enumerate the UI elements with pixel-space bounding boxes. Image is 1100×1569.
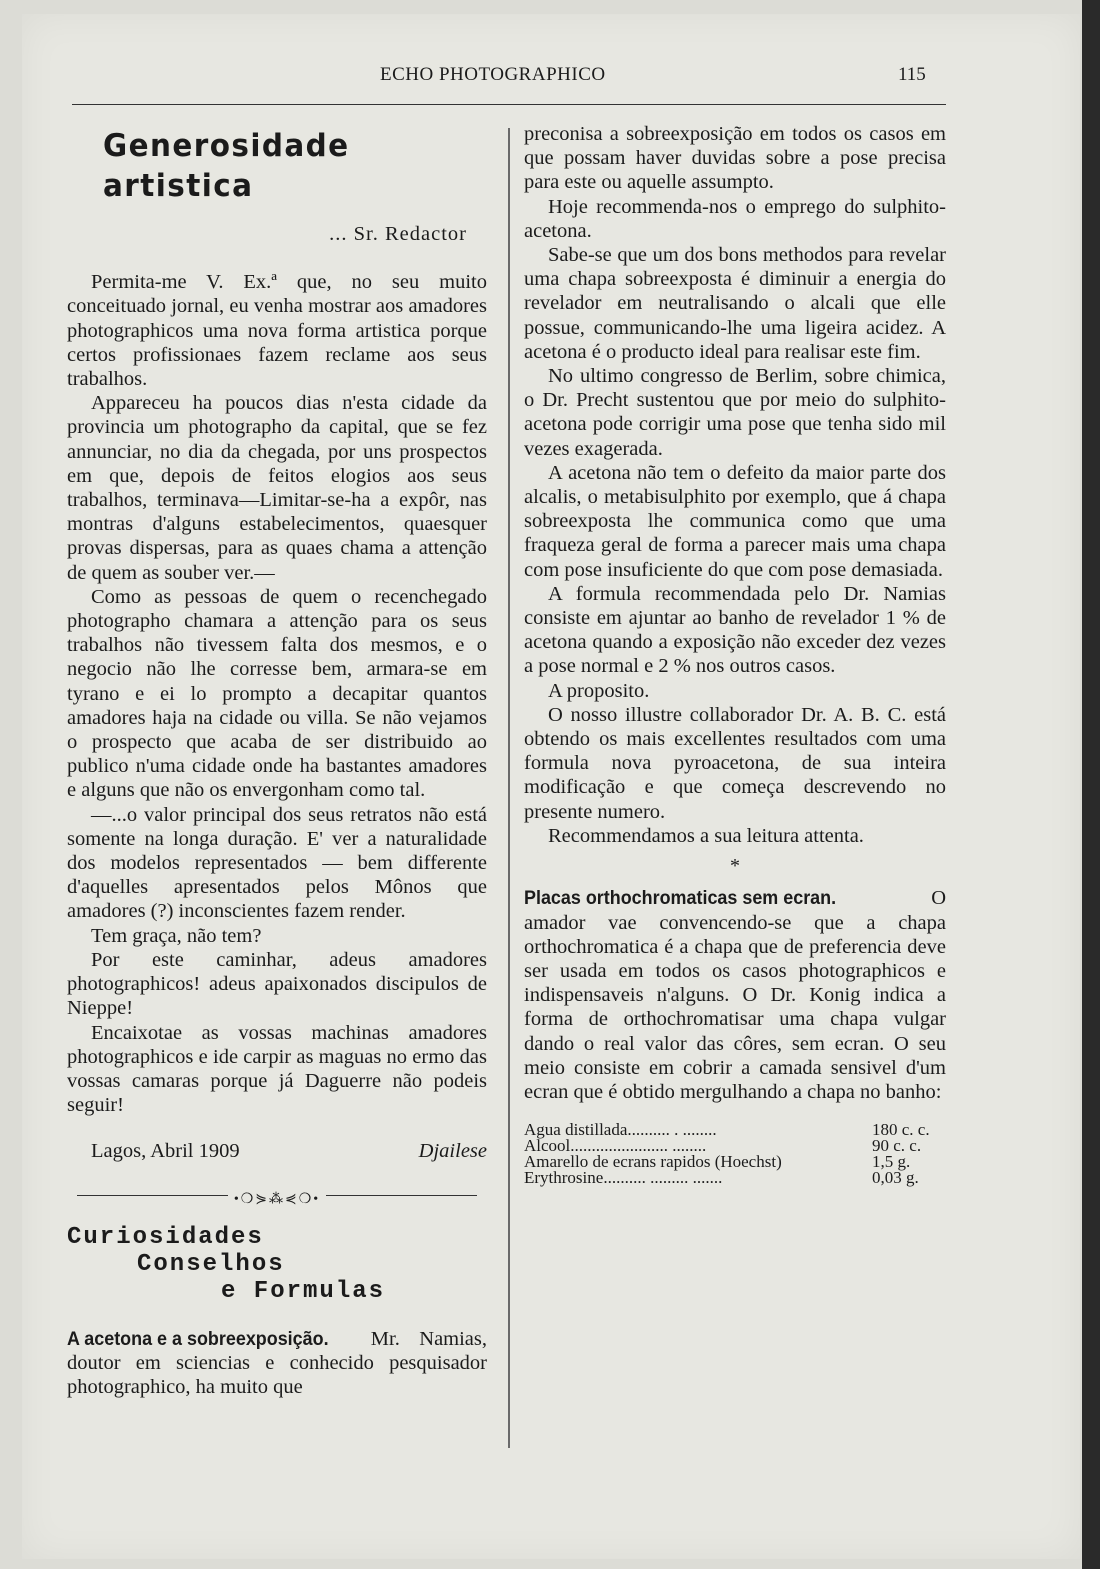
ingredient: Amarello de ecrans rapidos (Hoechst) xyxy=(524,1152,782,1172)
paragraph: preconisa a sobreexposição em todos os casos em que possam haver duvidas sobre a pose precisa para este ou aquelle assumpto. xyxy=(524,123,946,194)
sign-place: Lagos, Abril 1909 xyxy=(91,1140,240,1163)
paragraph: —...o valor principal dos seus retratos não está somente na longa duração. E' ver a naturalidade dos modelos representados — bem differente d'aquelles apresentados pelos Mônos que amadores (?) inconscientes fazem render. xyxy=(67,803,487,923)
quantity: 1,5 g. xyxy=(872,1152,911,1172)
recipe-row xyxy=(524,1170,946,1186)
section-title-line-1: Curiosidades xyxy=(67,1223,264,1251)
binding-edge xyxy=(1082,0,1100,1569)
paragraph: Sabe-se que um dos bons methodos para revelar uma chapa sobreexposta é diminuir a energia do revelador em neutralisando o alcali que elle possue, communicando-lhe uma ligeira acidez. A acetona é o producto ideal para realisar este fim. xyxy=(524,244,946,363)
placas-paragraph xyxy=(524,886,946,1104)
paragraph: Encaixotae as vossas machinas amadores photographicos e ide carpir as maguas no ermo das vossas camaras porque já Daguerre não podeis seguir! xyxy=(67,1021,487,1117)
ornament-divider xyxy=(77,1188,477,1207)
column-divider xyxy=(508,128,510,1448)
paragraph: O nosso illustre collaborador Dr. A. B. C. está obtendo os mais excellentes resultados com uma formula nova pyroacetona, de sua inteira modificação e que começa descrevendo no presente numero. xyxy=(524,703,946,823)
page-header xyxy=(0,64,1100,90)
paragraph: Permita-me V. Ex.ª que, no seu muito conceituado jornal, eu venha mostrar aos amadores photographicos uma nova forma artistica porque certos profissionaes fazem reclame aos seus trabalhos. xyxy=(67,271,487,391)
paragraph: A proposito. xyxy=(548,679,650,702)
paragraph: Appareceu ha poucos dias n'esta cidade da provincia um photographo da capital, que se fez annunciar, no dia da chegada, por uns prospectos em que, depois de feitos elogios aos seus trabalhos, terminava—Limitar-se-ha a expôr, nas montras d'alguns estabelecimentos, quaesquer provas dispersas, para as quaes chama a attenção de quem as souber ver.— xyxy=(67,392,487,584)
placas-lead: Placas orthochromaticas sem ecran. xyxy=(524,887,837,910)
paragraph: Tem graça, não tem? xyxy=(91,924,262,947)
ingredient: Agua distillada.......... . ........ xyxy=(524,1120,717,1140)
header-rule xyxy=(72,104,946,105)
paragraph: No ultimo congresso de Berlim, sobre chimica, o Dr. Precht sustentou que por meio do sulphito-acetona pode corrigir uma pose que tenha sido mil vezes exagerada. xyxy=(524,365,946,460)
page-number: 115 xyxy=(898,64,926,85)
quantity: 180 c. c. xyxy=(872,1120,930,1140)
placas-text: O amador vae convencendo-se que a chapa orthochromatica é a chapa que de preferencia deve ser usada em todos os casos photographicos e indispensaveis n'alguns. O Dr. Konig indica a forma de orthochromatisar uma chapa vulgar dando o real valor das côres, sem ecran. O seu meio consiste em cobrir a camada sensivel d'um ecran que é obtido mergulhando a chapa no banho: xyxy=(524,887,946,1103)
article-title: Generosidade artistica xyxy=(103,128,350,204)
article-start: Mr. Namias, doutor em sciencias e conhecido pesquisador photographico, ha muito que xyxy=(67,1327,488,1398)
running-title: ECHO PHOTOGRAPHICO xyxy=(380,64,606,85)
quantity: 0,03 g. xyxy=(872,1168,919,1188)
signature-line xyxy=(67,1139,487,1163)
paragraph: A acetona não tem o defeito da maior parte dos alcalis, o metabisulphito por exemplo, que á chapa sobreexposta lhe communica como que uma fraqueza geral de forma a parecer mais uma chapa com pose insuficiente do que com pose demasiada. xyxy=(524,461,946,581)
right-column xyxy=(524,122,946,1186)
sign-name: Djailese xyxy=(418,1140,487,1163)
asterisk-divider: * xyxy=(730,855,740,878)
ingredient: Erythrosine.......... ......... ....... xyxy=(524,1168,723,1188)
paragraph: Recommendamos a sua leitura attenta. xyxy=(548,824,864,847)
salutation: ... Sr. Redactor xyxy=(329,223,467,245)
article-paragraph xyxy=(67,1327,487,1400)
paragraph: Hoje recommenda-nos o emprego do sulphito-acetona. xyxy=(524,195,946,242)
paragraph: Por este caminhar, adeus amadores photographicos! adeus apaixonados discipulos de Nieppe! xyxy=(67,948,487,1020)
article-lead: A acetona e a sobreexposição. xyxy=(67,1327,329,1350)
quantity: 90 c. c. xyxy=(872,1136,922,1156)
section-title-line-3: e Formulas xyxy=(221,1277,386,1305)
paragraph: Como as pessoas de quem o recenchegado photographo chamara a attenção para os seus trabalhos não tivessem falta dos mesmos, e o negocio não lhe corresse bem, armara-se em tyrano e ei lo prompto a decapitar quantos amadores haja na cidade ou villa. Se não vejamos o prospecto que acaba de ser distribuido ao publico n'uma cidade onde ha bastantes amadores e alguns que não os envergonham como tal. xyxy=(67,585,487,802)
section-title-line-2: Conselhos xyxy=(137,1250,285,1278)
ornament-glyph: •❍⋟⁂⋞❍• xyxy=(228,1192,326,1207)
ingredient: Alcool....................... ........ xyxy=(524,1136,707,1156)
left-column xyxy=(67,122,487,1399)
paragraph: A formula recommendada pelo Dr. Namias consiste em ajuntar ao banho de revelador 1 % de acetona quando a exposição não exceder dez vezes a pose normal e 2 % nos outros casos. xyxy=(524,582,946,678)
recipe-table xyxy=(524,1122,946,1186)
